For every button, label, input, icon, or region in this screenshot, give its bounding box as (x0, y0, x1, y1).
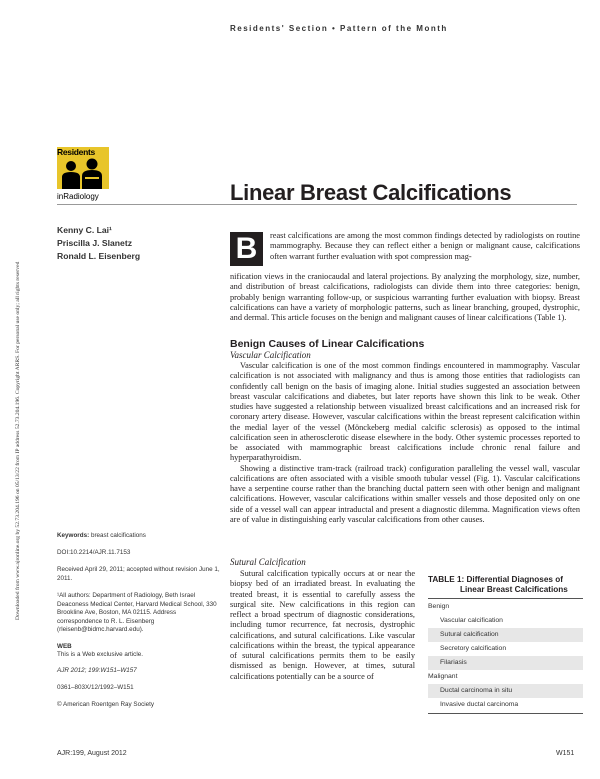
received-date: Received April 29, 2011; accepted without revision June 1, 2011. (57, 566, 220, 582)
paragraph: Sutural calcification typically occurs at or near the biopsy bed of an irradiated breast. In evaluating the treated breast, it is essential to carefully assess the surgical site. New calcifications in this region can reflect a broad spectrum of diagnostic considerations, including tumor recurrence, fat necrosis, dystrophic calcifications, and sutural calcifications. Like vascular calcifications within the breast, the typical appearance of sutural calcifications permits them to be easily dismissed as benign. However, at times, sutural calcifications potentially can be a source of (230, 569, 415, 681)
vascular-text (230, 361, 580, 525)
table-row: Sutural calcification (428, 628, 583, 642)
logo-label: Residents (57, 147, 95, 157)
intro-paragraph-continued: nification views in the craniocaudal and lateral projections. By analyzing the morphology, size, number, and distribution of breast calcifications, radiologists can divide them into three categories: benign, probably benign warranting follow-up, or suspicious warranting further evaluation with biopsy. Breast calcifications can have a variety of morphologic patterns, such as linear branching, grouped, dystrophic, and dermal. This article focuses on the benign and malignant causes of linear calcifications (Table 1). (230, 272, 580, 322)
issn: 0361–803X/12/1992–W151 (57, 684, 134, 691)
table-row: Malignant (428, 673, 458, 680)
page-number: W151 (556, 750, 575, 757)
author: Priscilla J. Slanetz (57, 238, 132, 248)
intro-paragraph-start: reast calcifications are among the most common findings detected by radiologists on routine mammography. Because they can reflect either a benign or malignant cause, calcifications often warrant further evaluation with spot compression mag- (270, 231, 580, 261)
section-heading: Benign Causes of Linear Calcifications (230, 338, 425, 350)
paragraph: Showing a distinctive tram-track (railroad track) configuration paralleling the vessel wall, vascular calcifications are often associated with a visible smooth tubular vessel (Fig. 1). Vascular calcifications have a serpentine course rather than the branching ductal pattern seen with other benign and malignant calcifications. However, vascular calcifications within smaller vessels and those deposited only on one side of a vessel wall can appear intraductal and present a diagnostic dilemma. Magnification views often are of value in distinguishing early vascular calcifications from other causes. (230, 463, 580, 524)
author-list (57, 224, 140, 263)
author: Kenny C. Lai¹ (57, 225, 112, 235)
citation: AJR 2012; 199:W151–W157 (57, 667, 137, 674)
affiliation: ¹All authors: Department of Radiology, Beth Israel Deaconess Medical Center, Harvard Medical School, 330 Brookline Ave, Boston, MA 02115. Address correspondence to R. L. Eisenberg (rleisenb@bidmc.harvard.edu). (57, 592, 217, 634)
side-download-notice (5, 140, 21, 620)
table-bottom-rule (428, 713, 583, 714)
table-title (428, 575, 583, 595)
drop-cap: B (230, 232, 263, 266)
footer-journal: AJR:199, August 2012 (57, 750, 127, 757)
table-title-line2: Linear Breast Calcifications (460, 585, 568, 594)
keywords-label: Keywords: (57, 532, 90, 539)
table-row: Secretory calcification (440, 645, 507, 652)
keywords-value: breast calcifications (90, 532, 146, 539)
subsection-heading-vascular: Vascular Calcification (230, 350, 311, 360)
web-note: This is a Web exclusive article. (57, 651, 143, 658)
table-row: Benign (428, 603, 450, 610)
copyright: © American Roentgen Ray Society (57, 701, 155, 708)
logo-subtitle: inRadiology (57, 192, 99, 201)
table-row: Vascular calcification (440, 617, 503, 624)
side-download-text: Downloaded from www.ajronline.org by 52.73.204.196 on 05/13/22 from IP address 52.73.204.196. Copyright ARRS. For personal use only; all rights reserved (15, 261, 21, 620)
table-top-rule (428, 598, 583, 599)
keywords (57, 532, 222, 541)
table-title-line1: TABLE 1: Differential Diagnoses of (428, 575, 563, 584)
article-title: Linear Breast Calcifications (230, 180, 512, 205)
sutural-text (230, 569, 415, 682)
running-head: Residents' Section • Pattern of the Month (230, 24, 448, 33)
subsection-heading-sutural: Sutural Calcification (230, 557, 306, 567)
doi: DOI:10.2214/AJR.11.7153 (57, 549, 131, 556)
table-row: Filariasis (428, 656, 583, 670)
web-label-text: WEB (57, 643, 72, 650)
table-row: Invasive ductal carcinoma (440, 701, 519, 708)
author: Ronald L. Eisenberg (57, 251, 141, 261)
paragraph: Vascular calcification is one of the most common findings encountered in mammography. Vascular calcification is not associated with malignancy and thus is among those entities that radiologists can confidently call benign on the basis of imaging alone. Initial studies suggested an association between breast vascular calcifications and diabetes, but later reports have shown this link to be weak. Other studies have suggested a relationship between visualized breast calcifications and an increased risk for coronary artery disease. However, vascular calcifications within the breast represent calcification within the medial layer of the vessel (Mönckeberg medial calcific sclerosis) as opposed to the intimal calcification seen in atherosclerotic disease elsewhere in the body. Other systemic processes reported to be associated with mammographic breast calcifications include chronic renal failure and hyperparathyroidism. (230, 361, 580, 463)
table-row: Ductal carcinoma in situ (428, 684, 583, 698)
